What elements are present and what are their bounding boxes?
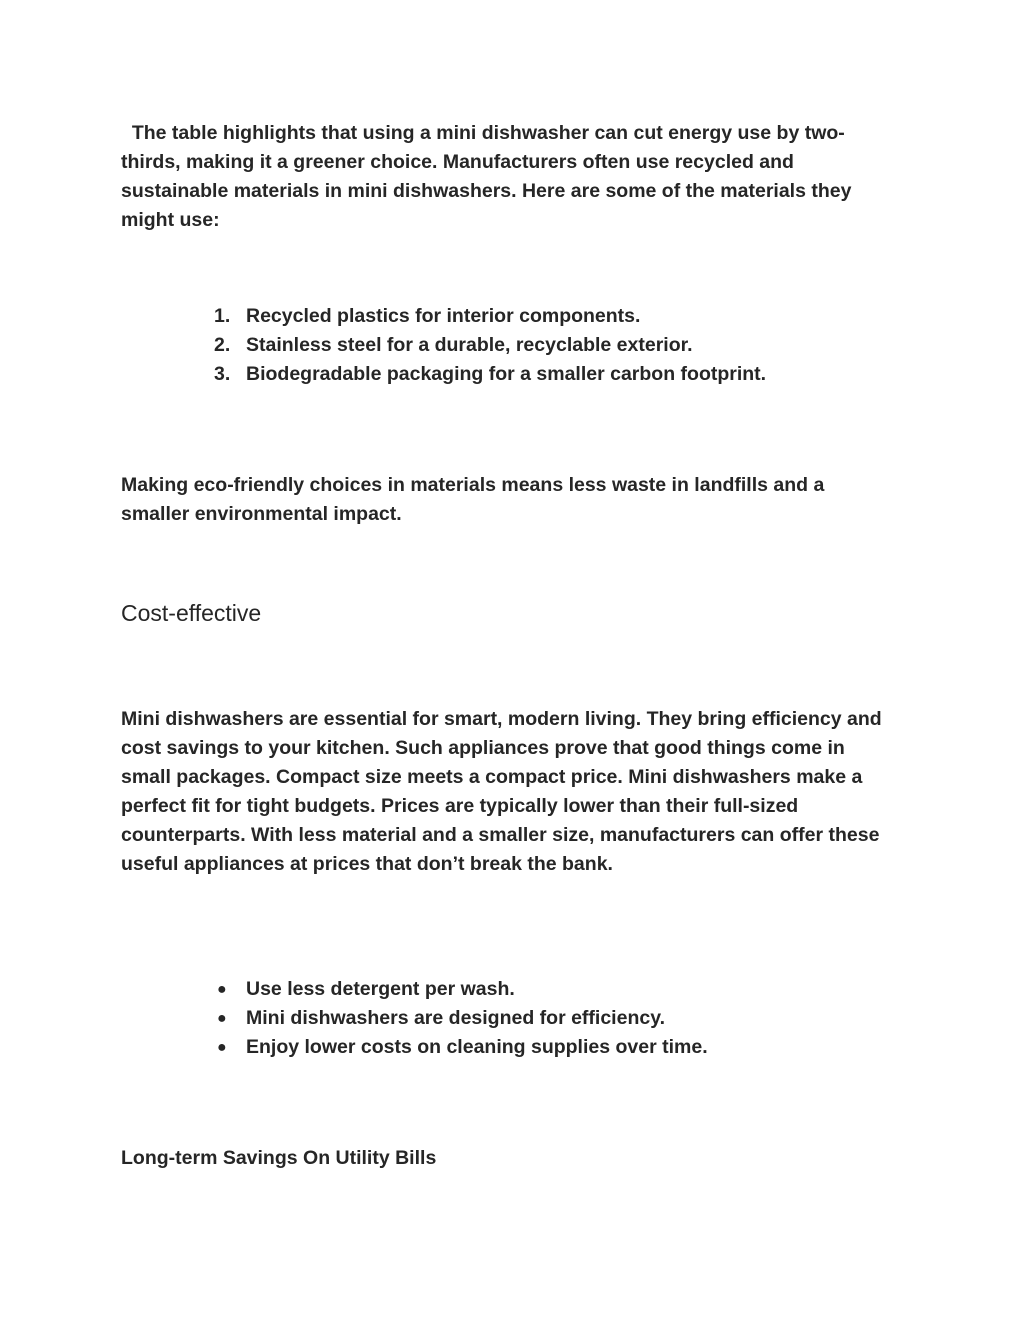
subsection-heading: Long-term Savings On Utility Bills <box>121 1147 437 1169</box>
list-item <box>214 331 914 360</box>
savings-list <box>214 975 914 1062</box>
list-item-text: Stainless steel for a durable, recyclable exterior. <box>246 334 693 356</box>
list-item <box>214 360 914 389</box>
list-item <box>214 1004 914 1033</box>
list-marker: 3. <box>214 363 231 385</box>
bullet-icon: ● <box>217 1039 227 1056</box>
list-item <box>214 1033 914 1062</box>
list-marker: 2. <box>214 334 231 356</box>
list-item-text: Mini dishwashers are designed for efficiency. <box>246 1007 666 1029</box>
cost-paragraph: Mini dishwashers are essential for smart, modern living. They bring efficiency and cost savings to your kitchen. Such appliances prove that good things come in small packages. Compact size meets a compact price. Mini dishwashers make a perfect fit for tight budgets. Prices are typically lower than their full-sized counterparts. With less material and a smaller size, manufacturers can offer these useful appliances at prices that don’t break the bank. <box>121 708 882 875</box>
section-heading: Cost-effective <box>121 600 262 626</box>
list-item-text: Biodegradable packaging for a smaller carbon footprint. <box>246 363 767 385</box>
list-item <box>214 975 914 1004</box>
eco-paragraph: Making eco-friendly choices in materials means less waste in landfills and a smaller environmental impact. <box>121 474 825 525</box>
bullet-icon: ● <box>217 981 227 998</box>
materials-list <box>214 302 914 389</box>
list-item <box>214 302 914 331</box>
list-item-text: Recycled plastics for interior components. <box>246 305 641 327</box>
list-item-text: Enjoy lower costs on cleaning supplies over time. <box>246 1036 708 1058</box>
intro-paragraph: The table highlights that using a mini dishwasher can cut energy use by two-thirds, making it a greener choice. Manufacturers often use recycled and sustainable materials in mini dishwashers. Here are some of the materials they might use: <box>121 122 852 231</box>
bullet-icon: ● <box>217 1010 227 1027</box>
list-marker: 1. <box>214 305 231 327</box>
list-item-text: Use less detergent per wash. <box>246 978 515 1000</box>
